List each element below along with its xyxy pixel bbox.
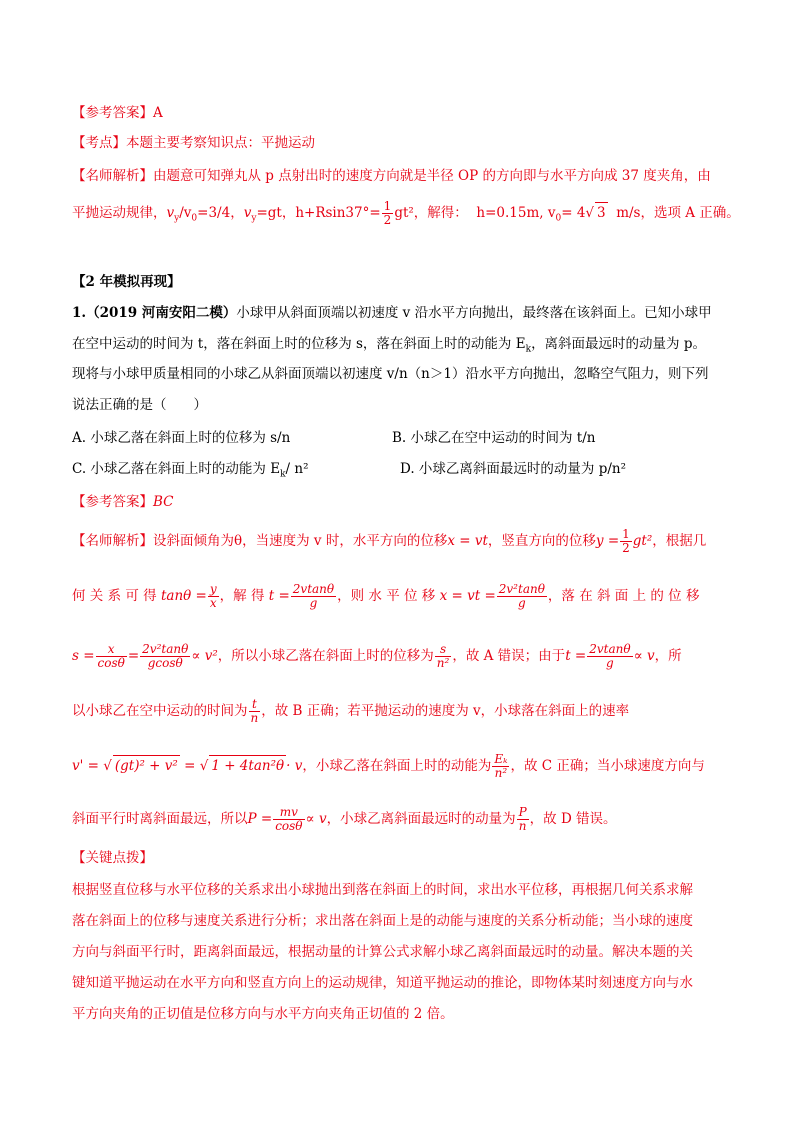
formula: x = vt bbox=[447, 533, 488, 549]
text: 在空中运动的时间为 t，落在斜面上时的位移为 s，落在斜面上时的动能为 E bbox=[72, 336, 526, 352]
num: 2v²tanθ bbox=[498, 582, 545, 596]
text: 设斜面倾角为θ，当速度为 v 时，水平方向的位移 bbox=[153, 533, 448, 549]
text: 何 关 系 可 得 bbox=[72, 588, 157, 604]
answer-line-1 bbox=[72, 103, 163, 123]
formula: ∝ v² bbox=[191, 648, 218, 664]
text: y bbox=[251, 213, 257, 224]
text: ，离斜面最远时的动量为 p。 bbox=[531, 336, 706, 352]
fraction-t-n bbox=[249, 698, 261, 725]
text: ，解 得 bbox=[219, 588, 265, 604]
text: ，小球乙离斜面最远时的动量为 bbox=[326, 811, 516, 827]
num: Eₖ bbox=[494, 752, 508, 766]
den: g bbox=[309, 596, 318, 610]
fraction-half bbox=[382, 200, 394, 227]
keypoint-label: 【关键点拨】 bbox=[72, 850, 153, 866]
question-line2 bbox=[72, 334, 706, 354]
num: 2v²tanθ bbox=[142, 642, 189, 656]
question-number: 1. bbox=[72, 305, 87, 321]
fraction-p-n bbox=[517, 806, 529, 833]
formula: y = bbox=[595, 533, 620, 549]
formula: P = bbox=[247, 811, 273, 827]
fraction-half bbox=[620, 528, 632, 555]
den: n² bbox=[436, 656, 450, 670]
den: gcosθ bbox=[147, 656, 183, 670]
text: =3/4， bbox=[197, 205, 244, 221]
sqrt-content: 1 + 4tan²θ bbox=[209, 755, 286, 776]
num: x bbox=[96, 643, 127, 657]
text: 0 bbox=[191, 213, 198, 224]
text: =gt，h+Rsin37°= bbox=[256, 205, 381, 221]
fraction-x bbox=[497, 583, 547, 610]
text: ，故 A 错误；由于 bbox=[452, 648, 566, 664]
num: 2vtanθ bbox=[292, 582, 335, 596]
kaodian-value: 本题主要考察知识点：平抛运动 bbox=[126, 135, 315, 151]
answer-label: 【参考答案】 bbox=[72, 494, 153, 510]
num: t bbox=[249, 698, 261, 712]
analysis1-label: 【名师解析】 bbox=[72, 168, 153, 184]
formula: t = bbox=[268, 588, 290, 604]
text: 平抛运动规律， bbox=[72, 205, 167, 221]
question-source: （2019 河南安阳二模） bbox=[86, 305, 237, 321]
formula: gt² bbox=[632, 533, 653, 549]
keypoint-line1: 根据竖直位移与水平位移的关系求出小球抛出到落在斜面上的时间，求出水平位移，再根据几何关系求解 bbox=[72, 882, 693, 898]
formula: ∝ v bbox=[633, 648, 655, 664]
text: k bbox=[280, 469, 286, 480]
fraction-p bbox=[273, 806, 304, 833]
text: y bbox=[174, 213, 180, 224]
keypoint-line5: 平方向夹角的正切值是位移方向与水平方向夹角正切值的 2 倍。 bbox=[72, 1006, 454, 1022]
formula: v' = bbox=[72, 758, 99, 774]
section-title: 【2 年模拟再现】 bbox=[72, 274, 181, 290]
den: cosθ bbox=[97, 656, 125, 670]
den: g bbox=[518, 596, 526, 610]
text: 4 bbox=[576, 205, 586, 221]
text: ，小球乙落在斜面上时的动能为 bbox=[302, 758, 492, 774]
den: n² bbox=[494, 766, 508, 780]
fraction-s bbox=[96, 643, 127, 670]
text: ，落 在 斜 面 上 的 位 移 bbox=[547, 588, 700, 604]
answer-value: A bbox=[153, 105, 163, 121]
kaodian-label: 【考点】 bbox=[72, 135, 126, 151]
den: 2 bbox=[383, 213, 392, 227]
formula: = bbox=[184, 758, 196, 774]
num: 1 bbox=[622, 527, 630, 541]
formula: t = bbox=[565, 648, 587, 664]
fraction-t bbox=[291, 583, 336, 610]
den: x bbox=[209, 596, 217, 610]
keypoint-line3: 方向与斜面平行时，距离斜面最远，根据动量的计算公式求解小球乙离斜面最远时的动量。解决本题的关 bbox=[72, 944, 693, 960]
analysis2-line4 bbox=[72, 698, 629, 725]
analysis1-line2: 平抛运动规律，$v_y/v_0=3/4$，$v_y=gt$，h+Rsin37°= $\frac{1}{2}$ gt²，解得： h=0.15m, $v_0= 4√$ 3 m/s，选项 A 正确。 bbox=[72, 199, 740, 227]
formula: ∝ v bbox=[305, 811, 327, 827]
den: n bbox=[250, 711, 259, 725]
analysis1-text: 由题意可知弹丸从 p 点射出时的速度方向就是半径 OP 的方向即与水平方向成 37 度夹角，由 bbox=[153, 168, 711, 184]
option-c bbox=[72, 459, 309, 479]
num: s bbox=[435, 643, 452, 657]
text: 斜面平行时离斜面最远，所以 bbox=[72, 811, 248, 827]
formula: · v bbox=[286, 758, 303, 774]
text: m/s，选项 A 正确。 bbox=[616, 205, 740, 221]
text: ，故 C 正确；当小球速度方向与 bbox=[510, 758, 705, 774]
fraction-s-n2 bbox=[435, 643, 452, 670]
text: /v bbox=[179, 205, 192, 221]
text: ，故 D 错误。 bbox=[529, 811, 617, 827]
den: cosθ bbox=[275, 819, 303, 833]
num: 2vtanθ bbox=[589, 642, 631, 656]
kaodian-line bbox=[72, 133, 315, 153]
text: ，则 水 平 位 移 bbox=[337, 588, 436, 604]
text: / n² bbox=[285, 461, 309, 477]
formula: s = bbox=[72, 648, 95, 664]
fraction-ek-n2 bbox=[492, 753, 509, 780]
option-a: A. 小球乙落在斜面上时的位移为 s/n bbox=[72, 430, 291, 446]
answer-label: 【参考答案】 bbox=[72, 105, 153, 121]
sqrt-content: 3 bbox=[595, 202, 608, 223]
text: k bbox=[525, 344, 532, 355]
analysis2-label: 【名师解析】 bbox=[72, 533, 153, 549]
text: 以小球乙在空中运动的时间为 bbox=[72, 703, 248, 719]
text: = bbox=[561, 205, 573, 221]
text: gt²，解得： bbox=[394, 205, 468, 221]
question-line3: 现将与小球甲质量相同的小球乙从斜面顶端以初速度 v/n（n＞1）沿水平方向抛出，忽略空气阻力，则下列 bbox=[72, 366, 709, 382]
den: n bbox=[518, 819, 527, 833]
text: v bbox=[243, 205, 252, 221]
text: ，竖直方向的位移 bbox=[487, 533, 596, 549]
fraction-y-x bbox=[208, 583, 219, 610]
analysis2-line3: s = $\frac{x}{\cos\theta}$ = $\frac{\text{2v²tanθ}}{gcos\theta}$ ∝ v²，所以小球乙落在斜面上时的位移为 $\frac{s}{\text{n²}}$ ，故 A 错误；由于t = $\frac{2vtan\theta}{g}$ ∝ v，所 bbox=[72, 642, 682, 670]
text: h=0.15m, v bbox=[476, 205, 556, 221]
num: P bbox=[518, 805, 527, 819]
den: 2 bbox=[622, 541, 630, 555]
num: 1 bbox=[383, 199, 392, 213]
fraction-t2 bbox=[587, 643, 632, 670]
sqrt-content: (gt)² + v² bbox=[113, 755, 180, 776]
analysis2-line2 bbox=[72, 583, 699, 610]
formula: tanθ = bbox=[160, 588, 207, 604]
answer-line-2 bbox=[72, 492, 174, 512]
text: ，根据几 bbox=[652, 533, 707, 549]
option-d: D. 小球乙离斜面最远时的动量为 p/n² bbox=[400, 461, 627, 477]
fraction-s2 bbox=[140, 643, 190, 670]
answer-value: BC bbox=[153, 494, 174, 510]
text: ，所 bbox=[654, 648, 682, 664]
option-b: B. 小球乙在空中运动的时间为 t/n bbox=[392, 430, 596, 446]
text: v bbox=[166, 205, 175, 221]
keypoint-line2: 落在斜面上的位移与速度关系进行分析；求出落在斜面上是的动能与速度的关系分析动能；当小球的速度 bbox=[72, 913, 693, 929]
text: ，故 B 正确；若平抛运动的速度为 v，小球落在斜面上的速率 bbox=[261, 703, 630, 719]
den: g bbox=[606, 656, 614, 670]
keypoint-line4: 键知道平抛运动在水平方向和竖直方向上的运动规律，知道平抛运动的推论，即物体某时刻速度方向与水 bbox=[72, 975, 693, 991]
analysis1-line1 bbox=[72, 166, 711, 186]
analysis2-line5: v' = √ (gt)² + v² = √ 1 + 4tan²θ · v，小球乙落在斜面上时的动能为 $\frac{\text{Eₖ}}{\text{n²}}$ ，故 C 正确；当小球速度方向与 bbox=[72, 752, 705, 780]
num: mv bbox=[273, 806, 304, 820]
analysis2-line1 bbox=[72, 528, 706, 555]
question-line1 bbox=[72, 303, 712, 323]
question-text: 小球甲从斜面顶端以初速度 v 沿水平方向抛出，最终落在该斜面上。已知小球甲 bbox=[236, 305, 712, 321]
analysis2-line6 bbox=[72, 806, 617, 833]
num: y bbox=[209, 582, 217, 596]
text: ，所以小球乙落在斜面上时的位移为 bbox=[217, 648, 434, 664]
text: C. 小球乙落在斜面上时的动能为 E bbox=[72, 461, 281, 477]
formula: x = vt = bbox=[439, 588, 496, 604]
text: 0 bbox=[555, 213, 562, 224]
question-line4: 说法正确的是（ ） bbox=[72, 397, 207, 413]
